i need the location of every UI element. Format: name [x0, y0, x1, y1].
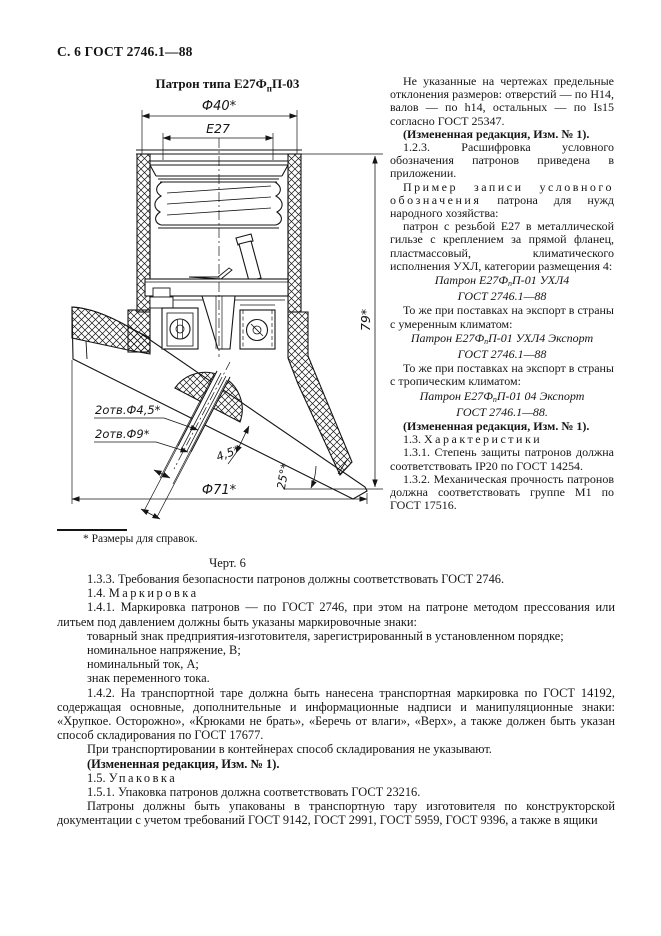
- paragraph-1-5-1: 1.5.1. Упаковка патронов должна соответствовать ГОСТ 23216.: [87, 785, 421, 800]
- terminal-housing-right: [240, 310, 275, 349]
- contact-strip: [189, 268, 232, 279]
- paragraph-1-3-1: 1.3.1. Степень защиты патронов должна соответствовать IP20 по ГОСТ 14254.: [390, 445, 614, 473]
- paragraph-amended-2: (Измененная редакция, Изм. № 1).: [403, 419, 590, 434]
- designation-1: Патрон $Е27Ф_пП-01$ УХЛ4 ГОСТ 2746.1—88: [434, 273, 570, 304]
- bottom-block: [57, 572, 615, 828]
- list-item-current: номинальный ток, А;: [87, 657, 199, 672]
- paragraph-packing-tare: Патроны должны быть упакованы в транспортную тару изготовителя по конструкторской документации с учетом требований ГОСТ 9142, ГОСТ 2991, ГОСТ 5959, ГОСТ 9396, а также в ящики: [57, 799, 615, 828]
- technical-drawing: [50, 92, 395, 562]
- paragraph-export-tropical: То же при поставках на экспорт в страны с тропическим климатом:: [390, 361, 614, 389]
- list-item-voltage: номинальное напряжение, В;: [87, 643, 241, 658]
- paragraph-export-moderate: То же при поставках на экспорт в страны с умеренным климатом:: [390, 303, 614, 331]
- figure-title: Патрон типа $Е27Ф_пП-03$: [155, 76, 300, 94]
- list-item-ac-sign: знак переменного тока.: [87, 671, 210, 686]
- dim-label-depth: 4,5*: [214, 442, 242, 464]
- paragraph-containers: При транспортировании в контейнерах способ складирования не указывают.: [87, 742, 492, 757]
- dim-label-h79: 79*: [358, 308, 373, 332]
- paragraph-1-4-2: 1.4.2. На транспортной таре должна быть нанесена транспортная маркировка по ГОСТ 14192, содержащая основные, дополнительные и информационные надписи и манипуляционные знаки: «Хрупкое. Осторожно», «Крюками не брать», «Беречь от влаги», «Верх», а также должен быть указан способ складирования по ГОСТ 17677.: [57, 685, 615, 743]
- cup-wall-right: [288, 154, 301, 312]
- paragraph-1-2-3: 1.2.3. Расшифровка условного обозначения патронов приведена в приложении.: [390, 140, 614, 181]
- paragraph-example-intro: Пример записи условного обозначения патрона для нужд народного хозяйства:: [390, 179, 614, 221]
- thread-profile-right: [275, 182, 282, 225]
- figure-caption: Черт. 6: [209, 556, 246, 570]
- list-item-trademark: товарный знак предприятия-изготовителя, зарегистрированный в установленном порядке;: [87, 628, 564, 643]
- figure-footnote: * Размеры для справок.: [83, 533, 198, 545]
- dim-label-e27: Е27: [206, 121, 230, 136]
- dim-label-holes-small: 2отв.Ф4,5*: [95, 403, 161, 417]
- dim-label-angle: 25°*: [273, 462, 293, 491]
- footnote-rule: [57, 529, 127, 531]
- right-column: [390, 75, 614, 513]
- heading-marking: 1.4. Маркировка: [87, 586, 199, 601]
- dim-label-d40: Ф40*: [201, 99, 237, 114]
- paragraph-1-3-3: 1.3.3. Требования безопасности патронов должны соответствовать ГОСТ 2746.: [87, 572, 505, 586]
- page-header: С. 6 ГОСТ 2746.1—88: [57, 44, 193, 59]
- designation-3: Патрон $Е27Ф_пП-01$ 04 Экспорт ГОСТ 2746.1—88.: [419, 388, 585, 419]
- wall-foot-left: [128, 310, 150, 352]
- designation-2: Патрон $Е27Ф_пП-01$ УХЛ4 Экспорт ГОСТ 2746.1—88: [410, 330, 594, 362]
- heading-characteristics: 1.3. Характеристики: [403, 432, 543, 447]
- paragraph-amended-1: (Измененная редакция, Изм. № 1).: [403, 126, 590, 141]
- heading-packing: 1.5. Упаковка: [87, 770, 178, 785]
- paragraph-amended-3: (Измененная редакция, Изм. № 1).: [87, 756, 280, 771]
- paragraph-deviations: Не указанные на чертежах предельные отклонения размеров: отверстий — по Н14, валов — по h14, остальных — по Is15 согласно ГОСТ 25347.: [390, 74, 614, 128]
- dim-label-holes-big: 2отв.Ф9*: [95, 427, 150, 441]
- dim-label-d71: Ф71*: [201, 483, 237, 498]
- paragraph-example-body: патрон с резьбой Е27 в металлической гильзе с креплением за прямой фланец, пластмассовый, климатического исполнения УХЛ, категории размещения 4:: [390, 219, 614, 273]
- paragraph-1-3-2: 1.3.2. Механическая прочность патронов должна соответствовать группе М1 по ГОСТ 17516.: [390, 471, 614, 513]
- figure-title-subscript: п: [266, 83, 272, 94]
- central-pillar: [202, 296, 235, 349]
- paragraph-1-4-1: 1.4.1. Маркировка патронов — по ГОСТ 2746, при этом на патроне методом прессования или литьем под давлением должны быть указаны маркировочные знаки:: [57, 600, 615, 629]
- thread-profile-left: [155, 182, 162, 225]
